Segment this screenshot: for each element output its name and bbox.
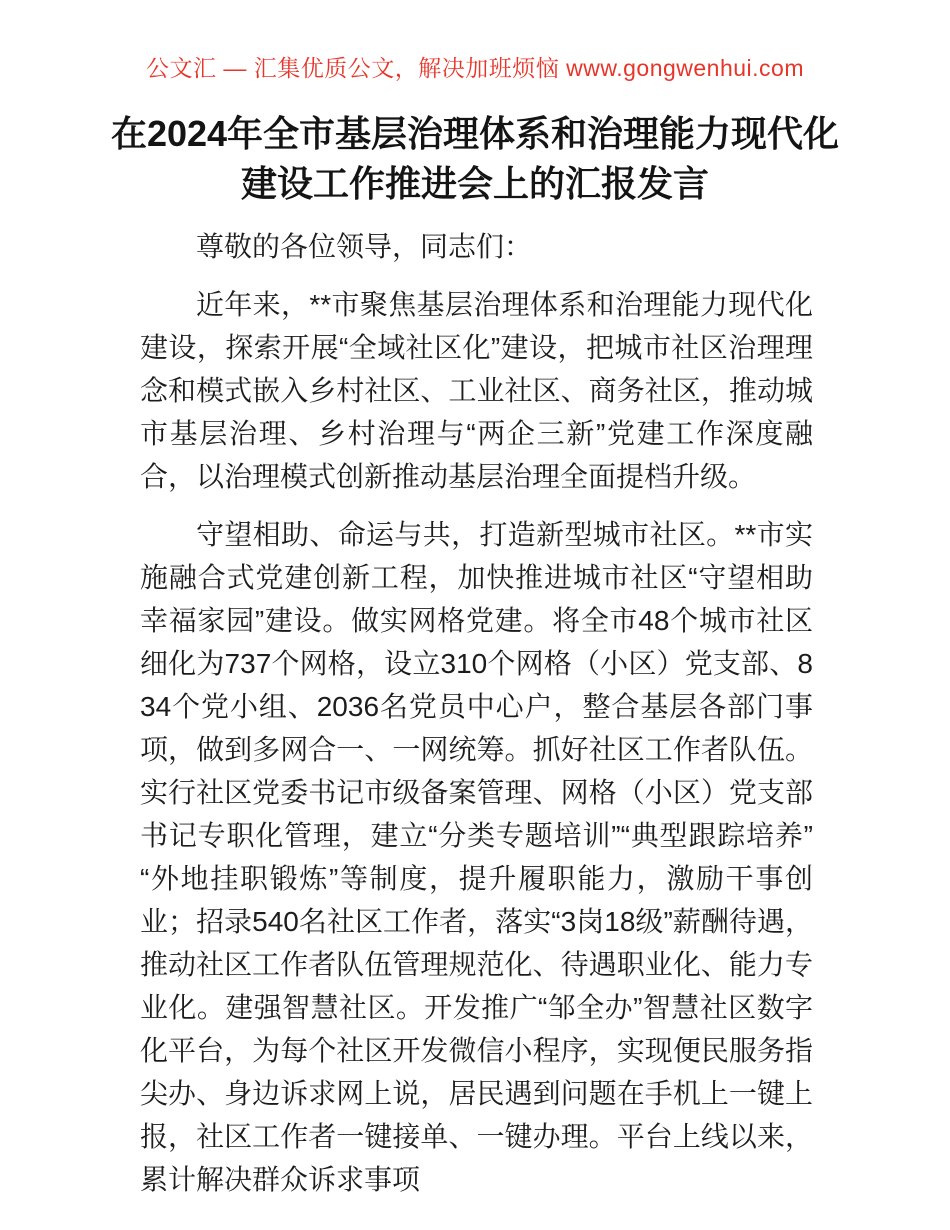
document-body: [140, 225, 813, 1201]
watermark-text: 公文汇 — 汇集优质公文，解决加班烦恼 www.gongwenhui.com: [145, 55, 804, 81]
page-title: 在2024年全市基层治理体系和治理能力现代化建设工作推进会上的汇报发言: [110, 113, 840, 204]
paragraph-body: 守望相助、命运与共，打造新型城市社区。**市实施融合式党建创新工程，加快推进城市社区“守望相助幸福家园”建设。做实网格党建。将全市48个城市社区细化为737个网格，设立310个网格（小区）党支部、834个党小组、2036名党员中心户，整合基层各部门事项，做到多网合一、一网统筹。抓好社区工作者队伍。实行社区党委书记市级备案管理、网格（小区）党支部书记专职化管理，建立“分类专题培训”“典型跟踪培养”“外地挂职锻炼”等制度，提升履职能力，激励干事创业；招录540名社区工作者，落实“3岗18级”薪酬待遇，推动社区工作者队伍管理规范化、待遇职业化、能力专业化。建强智慧社区。开发推广“邹全办”智慧社区数字化平台，为每个社区开发微信小程序，实现便民服务指尖办、身边诉求网上说，居民遇到问题在手机上一键上报，社区工作者一键接单、一键办理。平台上线以来，累计解决群众诉求事项: [140, 519, 813, 1195]
paragraph-greeting: 尊敬的各位领导，同志们：: [196, 231, 533, 262]
paragraph-intro: 近年来，**市聚焦基层治理体系和治理能力现代化建设，探索开展“全域社区化”建设，把城市社区治理理念和模式嵌入乡村社区、工业社区、商务社区，推动城市基层治理、乡村治理与“两企三新”党建工作深度融合，以治理模式创新推动基层治理全面提档升级。: [140, 289, 813, 492]
